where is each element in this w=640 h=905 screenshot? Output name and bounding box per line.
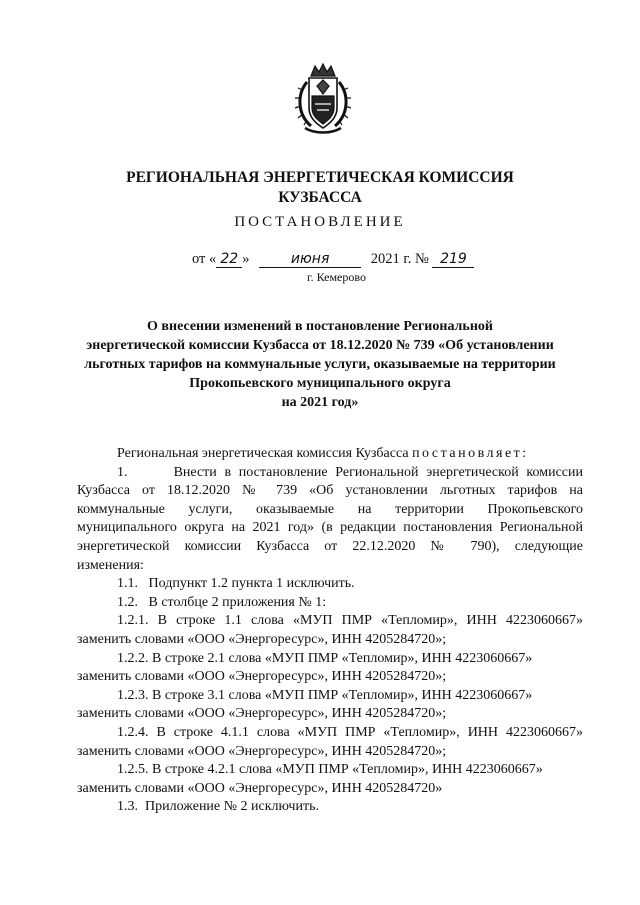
organization-name [0, 168, 640, 208]
city: г. Кемерово [307, 270, 366, 284]
item-1-2-3-line-2: заменить словами «ООО «Энергоресурс», ИНН 4205284720»; [77, 706, 447, 722]
subject-line-3: льготных тарифов на коммунальные услуги, оказываемые на территории [84, 357, 556, 372]
date-month: июня [259, 251, 361, 268]
item-1-2-1-line-2: заменить словами «ООО «Энергоресурс», ИНН 4205284720»; [77, 631, 447, 647]
document-number: 219 [432, 251, 474, 268]
date-number-line [192, 251, 474, 268]
item-1-line-6: изменения: [77, 557, 144, 573]
subject-line-4: Прокопьевского муниципального округа [189, 376, 451, 391]
item-1-2: 1.2. В столбце 2 приложения № 1: [117, 594, 327, 610]
date-year: 2021 г. № [370, 251, 429, 267]
item-1-line-3: коммунальные услуги, оказываемые на территории Прокопьевского [77, 501, 583, 517]
item-1-line-2: Кузбасса от 18.12.2020 № 739 «Об установлении льготных тарифов на [77, 483, 583, 499]
item-1-2-1-line-1: 1.2.1. В строке 1.1 слова «МУП ПМР «Тепломир», ИНН 4223060667» [117, 613, 583, 629]
kuzbass-coat-of-arms-icon [293, 62, 353, 138]
subject-line-2: энергетической комиссии Кузбасса от 18.12.2020 № 739 «Об установлении [86, 338, 554, 353]
item-1-1: 1.1. Подпункт 1.2 пункта 1 исключить. [117, 576, 355, 592]
document-subject [0, 317, 640, 412]
item-1-2-2-line-1: 1.2.2. В строке 2.1 слова «МУП ПМР «Тепломир», ИНН 4223060667» [117, 650, 533, 666]
item-1-3: 1.3. Приложение № 2 исключить. [117, 799, 319, 815]
item-1-2-4-line-1: 1.2.4. В строке 4.1.1 слова «МУП ПМР «Тепломир», ИНН 4223060667» [117, 724, 583, 740]
subject-line-5: на 2021 год» [281, 395, 359, 410]
document-type: ПОСТАНОВЛЕНИЕ [234, 214, 406, 230]
item-1-2-4-line-2: заменить словами «ООО «Энергоресурс», ИНН 4205284720»; [77, 743, 447, 759]
item-1-line-1: 1. Внести в постановление Региональной энергетической комиссии [117, 464, 583, 480]
item-1-line-4: муниципального округа на 2021 год» (в редакции постановления Региональной [77, 520, 583, 536]
item-1-2-5-line-2: заменить словами «ООО «Энергоресурс», ИНН 4205284720» [77, 780, 443, 796]
item-1-2-3-line-1: 1.2.3. В строке 3.1 слова «МУП ПМР «Тепломир», ИНН 4223060667» [117, 687, 533, 703]
item-1-line-5: энергетической комиссии Кузбасса от 22.12.2020 № 790), следующие [77, 538, 583, 554]
subject-line-1: О внесении изменений в постановление Региональной [147, 319, 493, 334]
item-1-2-5-line-1: 1.2.5. В строке 4.2.1 слова «МУП ПМР «Тепломир», ИНН 4223060667» [117, 762, 543, 778]
intro-paragraph [77, 445, 583, 464]
date-mid: » [242, 251, 250, 267]
org-name-line-1: РЕГИОНАЛЬНАЯ ЭНЕРГЕТИЧЕСКАЯ КОМИССИЯ [126, 169, 514, 186]
intro-text: Региональная энергетическая комиссия Кузбасса [117, 446, 409, 461]
item-1-2-2-line-2: заменить словами «ООО «Энергоресурс», ИНН 4205284720»; [77, 669, 447, 685]
date-prefix: от « [192, 251, 217, 267]
org-name-line-2: КУЗБАССА [278, 189, 362, 206]
date-day: 22 [216, 251, 242, 268]
intro-spaced-text: постановляет: [412, 446, 529, 461]
document-body [77, 445, 583, 817]
